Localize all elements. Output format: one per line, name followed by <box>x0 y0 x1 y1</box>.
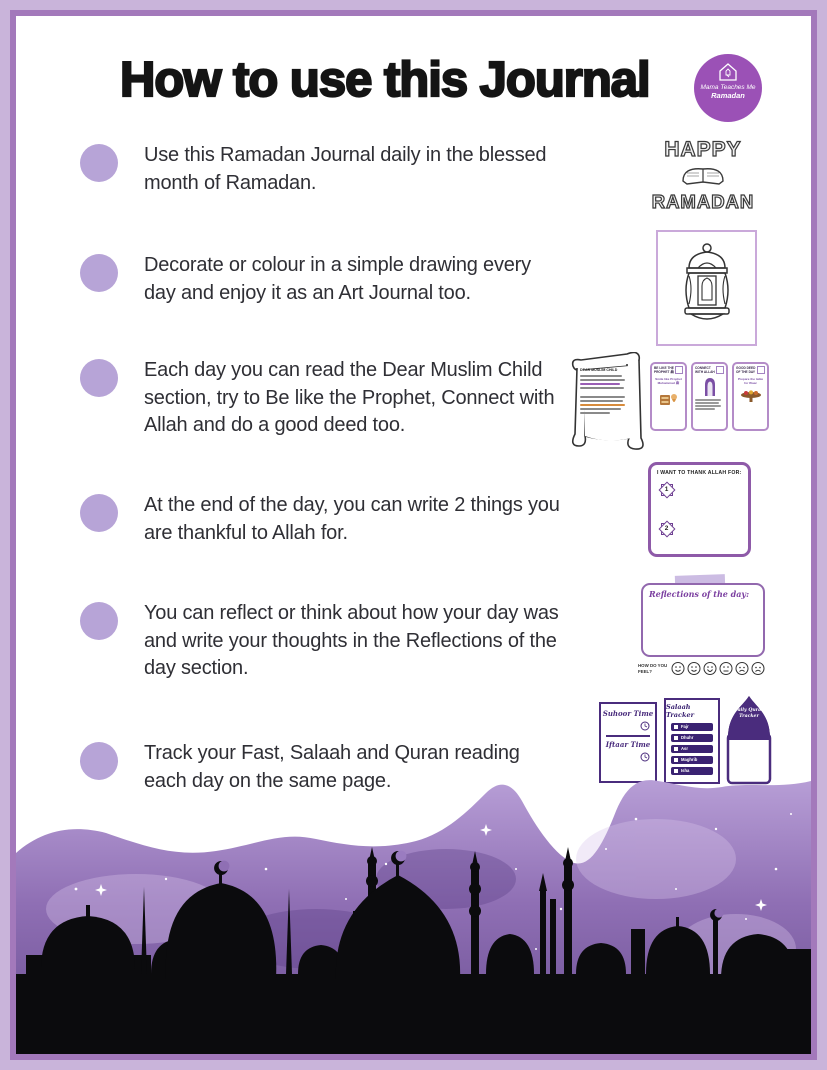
checkbox-icon <box>757 366 765 374</box>
quran-tracker-title: Daily Quran Tracker <box>733 708 765 720</box>
happy-ramadan-illustration <box>638 138 768 213</box>
thankful-badge-2: 2 <box>659 521 674 536</box>
logo-text-line2: Ramadan <box>711 91 745 100</box>
bullet-dot <box>80 144 118 182</box>
divider <box>606 735 650 737</box>
checkbox-icon <box>674 758 678 762</box>
bullet-text: Decorate or colour in a simple drawing every day and enjoy it as an Art Journal too. <box>144 254 531 304</box>
bullet-row-5 <box>80 600 560 683</box>
checkbox-icon <box>674 747 678 751</box>
bullet-text: Track your Fast, Salaah and Quran reading each day on the same page. <box>144 742 520 792</box>
prayer-row-maghrib: Maghrib <box>671 756 713 765</box>
checkbox-icon <box>716 366 724 374</box>
bullet-row-3 <box>80 357 560 440</box>
thankful-title: I WANT TO THANK ALLAH FOR: <box>657 470 742 476</box>
thankful-box <box>648 462 751 557</box>
mini-card-good-deed <box>732 362 769 431</box>
page-title: How to use this Journal <box>120 53 650 107</box>
thankful-badge-1: 1 <box>659 482 674 497</box>
reflections-title: Reflections of the day: <box>649 589 750 599</box>
bullet-dot <box>80 254 118 292</box>
bullet-text: Each day you can read the Dear Muslim Child section, try to Be like the Prophet, Connect with Allah and do a good deed too. <box>144 359 555 437</box>
mood-row <box>638 661 788 676</box>
lantern-icon <box>676 242 738 334</box>
bullet-text: Use this Ramadan Journal daily in the blessed month of Ramadan. <box>144 144 547 194</box>
lantern-colouring-box <box>656 230 757 346</box>
checkbox-icon <box>674 725 678 729</box>
bullet-row-2 <box>80 252 560 307</box>
bullet-dot <box>80 494 118 532</box>
bullet-row-4 <box>80 492 560 547</box>
prayer-row-fajr: Fajr <box>671 723 713 732</box>
bullet-text: You can reflect or think about how your day was and write your thoughts in the Reflections of the day section. <box>144 602 559 680</box>
prayer-row-isha: Isha <box>671 767 713 776</box>
mosque-skyline-illustration <box>16 769 811 1054</box>
scroll-title: DEAR MUSLIM CHILD <box>580 368 618 372</box>
mini-card-be-like-prophet <box>650 362 687 431</box>
house-lantern-icon <box>717 61 739 83</box>
reflections-box <box>641 583 765 657</box>
mini-card-body: Prepare the table for Iftaar <box>737 377 764 386</box>
iftaar-label: Iftaar Time <box>605 739 651 749</box>
mini-card-title: CONNECT WITH ALLAH <box>695 366 715 374</box>
prayer-mat-icon <box>704 377 716 397</box>
bullet-dot <box>80 359 118 397</box>
mini-card-text-lines <box>695 399 724 410</box>
bullet-dot <box>80 602 118 640</box>
checkbox-icon <box>675 366 683 374</box>
salaah-tracker-title: Salaah Tracker <box>666 703 695 719</box>
smile-illustration <box>658 389 680 407</box>
page-frame <box>10 10 817 1060</box>
mood-label: HOW DO YOU FEEL? <box>638 663 668 674</box>
suhoor-label: Suhoor Time <box>602 709 654 718</box>
iftaar-table-icon <box>739 388 763 404</box>
ramadan-word: RAMADAN <box>651 191 755 212</box>
mini-card-body: Smile like Prophet Muhammad ﷺ <box>655 377 682 386</box>
dear-muslim-child-scroll <box>567 352 647 454</box>
logo-text-line1: Mama Teaches Me <box>700 84 756 91</box>
happy-word: HAPPY <box>664 138 742 161</box>
prayer-row-dhuhr: Dhuhr <box>671 734 713 743</box>
mini-card-title: GOOD DEED OF THE DAY <box>736 366 756 374</box>
clock-icon <box>640 721 650 731</box>
clock-icon <box>640 752 650 762</box>
bullet-row-1 <box>80 142 560 197</box>
bullet-text: At the end of the day, you can write 2 things you are thankful to Allah for. <box>144 494 560 544</box>
emoji-faces-icons <box>670 661 766 676</box>
open-book-icon <box>679 161 727 187</box>
mini-card-connect-with-allah <box>691 362 728 431</box>
prayer-row-asr: Asr <box>671 745 713 754</box>
brand-logo <box>694 54 762 122</box>
checkbox-icon <box>674 736 678 740</box>
mini-card-title: BE LIKE THE PROPHET ﷺ <box>654 366 675 374</box>
